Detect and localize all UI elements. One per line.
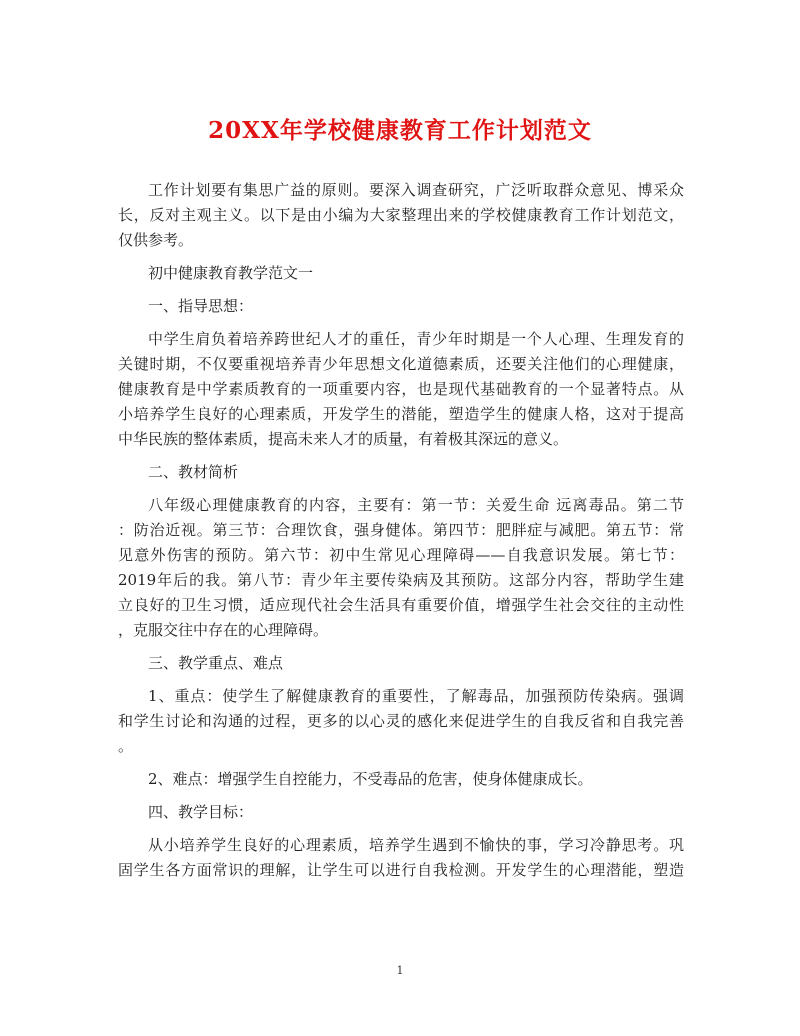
text-line: 。	[118, 737, 134, 755]
point1-paragraph	[118, 684, 684, 759]
page-number: 1	[396, 964, 404, 977]
text-line: 从小培养学生良好的心理素质，培养学生遇到不愉快的事，学习冷静思考。巩	[148, 836, 684, 854]
text-line: 2019年后的我。第八节：青少年主要传染病及其预防。这部分内容，帮助学生建	[118, 571, 684, 589]
text-line: 中学生肩负着培养跨世纪人才的重任，青少年时期是一个人心理、生理发育的	[148, 330, 684, 348]
point2-paragraph: 2、难点：增强学生自控能力，不受毒品的危害，使身体健康成长。	[148, 770, 593, 788]
text-line: 八年级心理健康教育的内容，主要有：第一节：关爱生命 远离毒品。第二节	[148, 496, 684, 514]
section1-paragraph	[118, 327, 684, 452]
text-line: 关键时期，不仅要重视培养青少年思想文化道德素质，还要关注他们的心理健康，	[118, 355, 684, 373]
text-line: 立良好的卫生习惯，适应现代社会生活具有重要价值，增强学生社会交往的主动性	[118, 596, 684, 614]
section-heading: 四、教学目标：	[148, 803, 254, 821]
text-line: 固学生各方面常识的理解，让学生可以进行自我检测。开发学生的心理潜能，塑造	[118, 861, 684, 879]
text-line: 小培养学生良好的心理素质，开发学生的潜能，塑造学生的健康人格，这对于提高	[118, 405, 684, 423]
intro-paragraph	[118, 178, 684, 253]
text-line: 仅供参考。	[118, 231, 194, 249]
document-title: 20XX年学校健康教育工作计划范文	[208, 117, 592, 144]
text-line: 中华民族的整体素质，提高未来人才的质量，有着极其深远的意义。	[118, 430, 569, 448]
section-heading: 三、教学重点、难点	[148, 654, 284, 672]
document-body	[118, 178, 684, 883]
text-line: ：防治近视。第三节：合理饮食，强身健体。第四节：肥胖症与减肥。第五节：常	[118, 521, 684, 539]
text-line: 和学生讨论和沟通的过程，更多的以心灵的感化来促进学生的自我反省和自我完善	[118, 712, 684, 730]
text-line: 工作计划要有集思广益的原则。要深入调查研究，广泛听取群众意见、博采众	[148, 181, 684, 199]
text-line: 长，反对主观主义。以下是由小编为大家整理出来的学校健康教育工作计划范文，	[118, 206, 684, 224]
section4-paragraph	[118, 833, 684, 883]
text-line: 健康教育是中学素质教育的一项重要内容，也是现代基础教育的一个显著特点。从	[118, 380, 684, 398]
text-line: ，克服交往中存在的心理障碍。	[118, 621, 329, 639]
text-line: 1、重点：使学生了解健康教育的重要性，了解毒品，加强预防传染病。强调	[148, 687, 684, 705]
text-line: 见意外伤害的预防。第六节：初中生常见心理障碍——自我意识发展。第七节：	[118, 546, 684, 564]
section2-paragraph	[118, 493, 684, 643]
subtitle: 初中健康教育教学范文一	[148, 264, 314, 282]
section-heading: 一、指导思想：	[148, 297, 254, 315]
section-heading: 二、教材简析	[148, 463, 239, 481]
